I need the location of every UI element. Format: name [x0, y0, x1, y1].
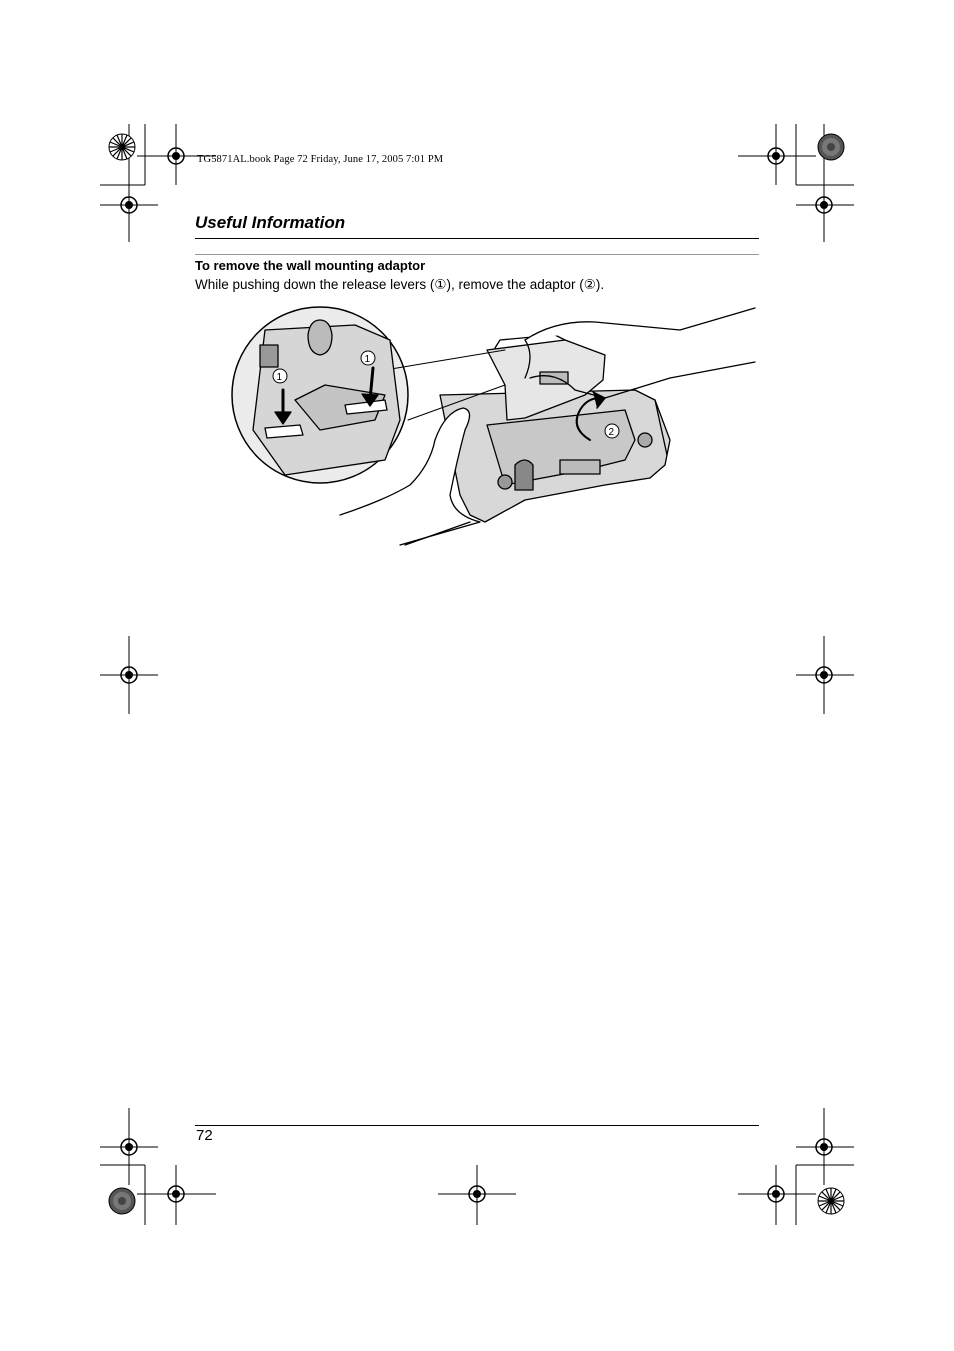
color-target-icon: [817, 1187, 845, 1215]
callout-1a-label: 1: [276, 372, 283, 383]
callout-1b-label: 1: [364, 354, 371, 365]
color-target-icon: [817, 133, 845, 161]
page-number: 72: [196, 1127, 213, 1144]
section-title: Useful Information: [195, 213, 346, 232]
color-target-icon: [108, 133, 136, 161]
instruction-text: While pushing down the release levers (①), remove the adaptor (②).: [195, 277, 605, 292]
callout-2-label: 2: [608, 427, 615, 438]
print-slug: TG5871AL.book Page 72 Friday, June 17, 2005 7:01 PM: [197, 154, 444, 165]
color-target-icon: [108, 1187, 136, 1215]
subheading: To remove the wall mounting adaptor: [195, 258, 426, 273]
